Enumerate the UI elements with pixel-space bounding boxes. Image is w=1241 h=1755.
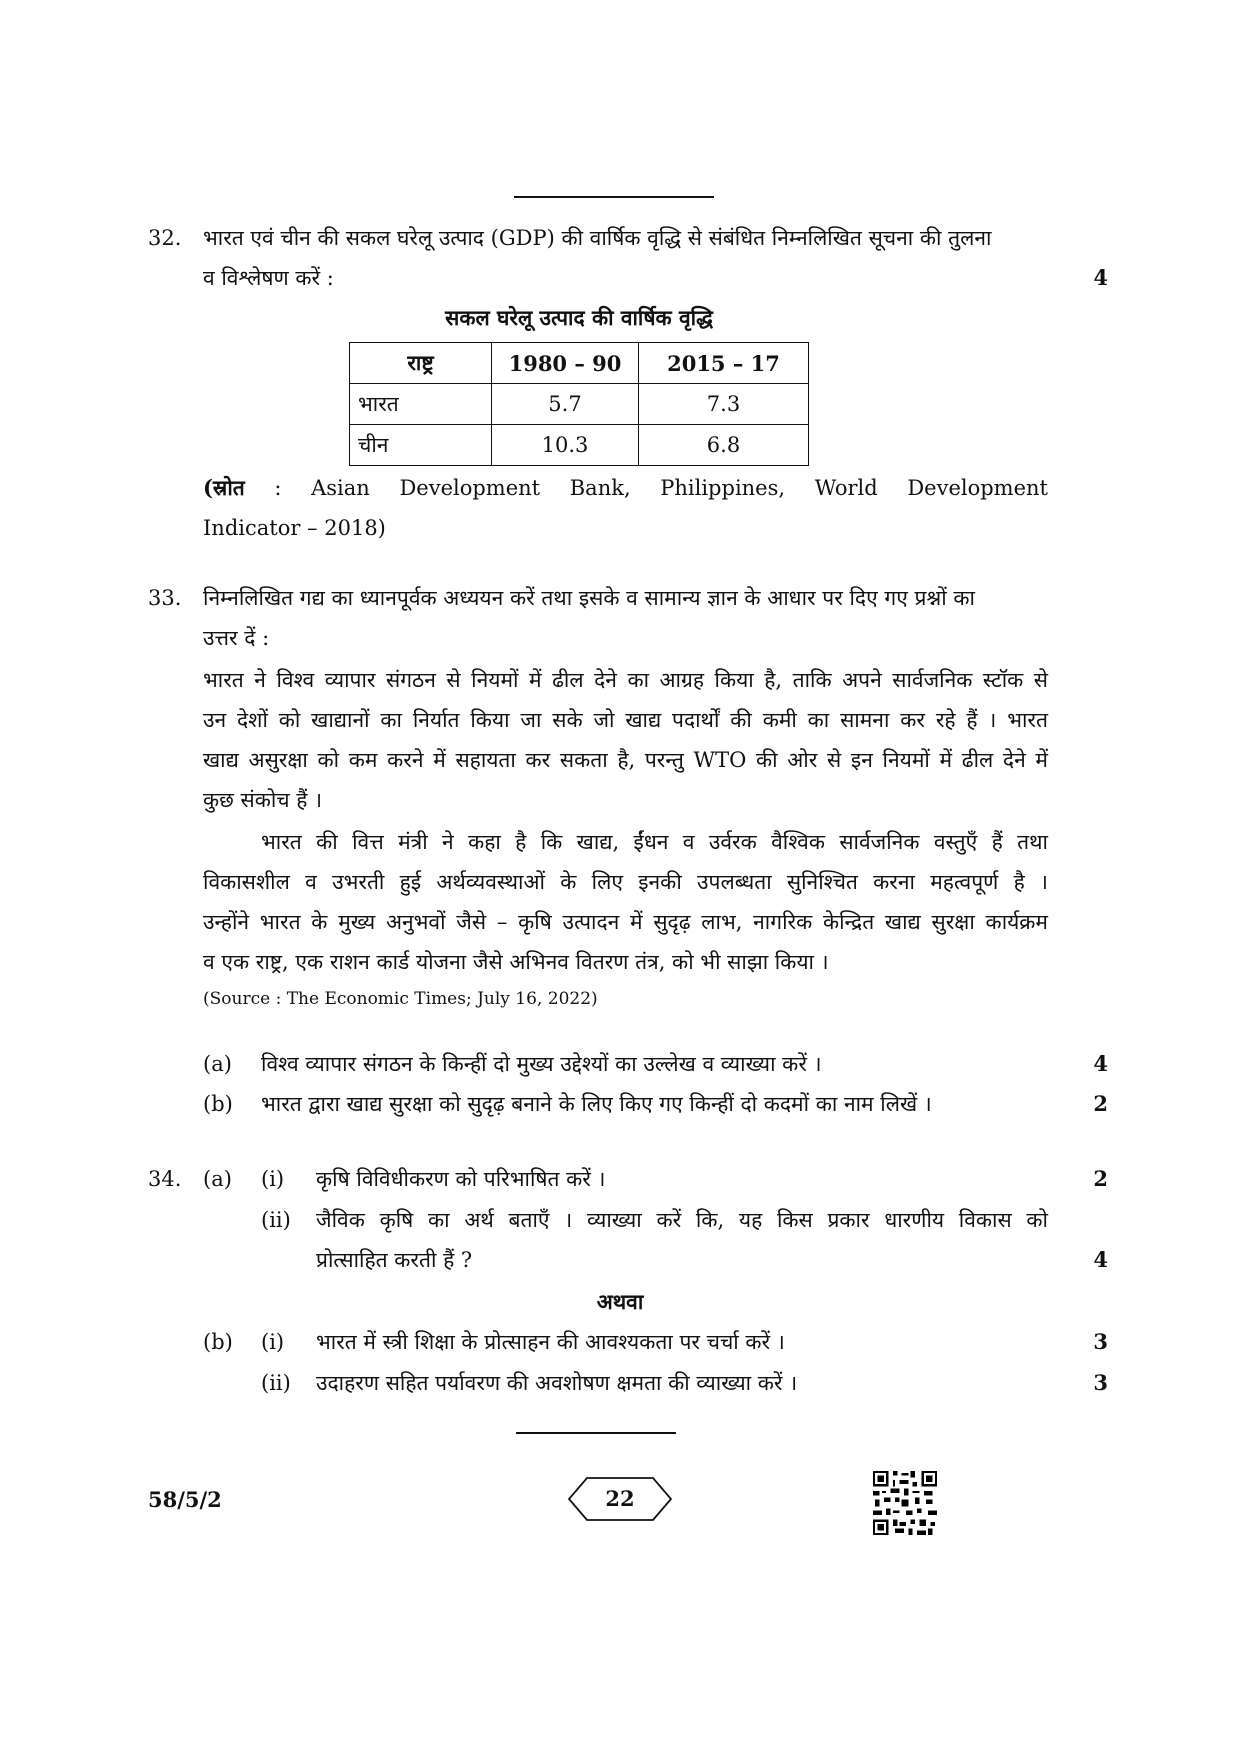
passage-source: (Source : The Economic Times; July 16, 2022) (203, 989, 598, 1009)
passage-p2-line2: विकासशील व उभरती हुई अर्थव्यवस्थाओं के लिए इनकी उपलब्धता सुनिश्चित करना महत्वपूर्ण है । (203, 870, 1048, 894)
q34-a-ii-text-line1: जैविक कृषि का अर्थ बताएँ । व्याख्या करें कि, यह किस प्रकार धारणीय विकास को (316, 1208, 1048, 1232)
question-34-number: 34. (148, 1167, 182, 1191)
q32-source-label: (स्रोत (203, 475, 245, 500)
q32-source-text: : Asian Development Bank, Philippines, World Development (274, 476, 1048, 500)
question-32-text-line2: व विश्लेषण करें : (203, 266, 334, 290)
q33-b-marks: 2 (1093, 1091, 1108, 1116)
q34-b-i-label: (i) (261, 1330, 285, 1354)
passage-p1-line2: उन देशों को खाद्यानों का निर्यात किया जा सके जो खाद्य पदार्थों की कमी का सामना कर रहे हैं । भारत (203, 708, 1048, 732)
passage-p2-line4: व एक राष्ट्र, एक राशन कार्ड योजना जैसे अभिनव वितरण तंत्र, को भी साझा किया । (203, 950, 829, 974)
table-cell-value: 7.3 (639, 384, 809, 425)
q33-a-label: (a) (203, 1052, 232, 1076)
question-32-marks: 4 (1093, 265, 1108, 290)
q34-a-label: (a) (203, 1167, 232, 1191)
q34-b-ii-text: उदाहरण सहित पर्यावरण की अवशोषण क्षमता की व्याख्या करें । (316, 1371, 798, 1395)
table-cell-value: 10.3 (492, 425, 639, 466)
passage-p1-line1: भारत ने विश्व व्यापार संगठन से नियमों में ढील देने का आग्रह किया है, ताकि अपने सार्वजनिक स्टॉक से (203, 668, 1048, 692)
q33-b-text: भारत द्वारा खाद्य सुरक्षा को सुदृढ़ बनाने के लिए किए गए किन्हीं दो कदमों का नाम लिखें । (261, 1092, 932, 1116)
q33-a-text: विश्व व्यापार संगठन के किन्हीं दो मुख्य उद्देश्यों का उल्लेख व व्याख्या करें । (261, 1052, 822, 1076)
page-number: 22 (605, 1486, 635, 1511)
q34-a-i-marks: 2 (1093, 1166, 1108, 1191)
passage-p1-line3: खाद्य असुरक्षा को कम करने में सहायता कर सकता है, परन्तु WTO की ओर से इन नियमों में ढील देने में (203, 748, 1048, 772)
or-separator: अथवा (596, 1289, 644, 1314)
q32-source-line2: Indicator – 2018) (203, 516, 386, 540)
table-row (350, 425, 809, 466)
gdp-table (349, 342, 809, 466)
qr-code-icon (873, 1471, 937, 1535)
bottom-divider (516, 1432, 676, 1434)
question-32-number: 32. (148, 226, 182, 250)
table-row (350, 384, 809, 425)
q33-a-marks: 4 (1093, 1051, 1108, 1076)
table-header-1980-90: 1980 – 90 (492, 343, 639, 384)
question-33-intro-line2: उत्तर दें : (203, 626, 270, 650)
question-32-text-line1: भारत एवं चीन की सकल घरेलू उत्पाद (GDP) की वार्षिक वृद्धि से संबंधित निम्नलिखित सूचना की तुलना (203, 226, 992, 250)
page-number-badge (567, 1476, 673, 1522)
table-header-2015-17: 2015 – 17 (639, 343, 809, 384)
q34-a-ii-marks: 4 (1093, 1247, 1108, 1272)
table-header-row (350, 343, 809, 384)
table-cell-country: चीन (350, 425, 492, 466)
table-cell-value: 6.8 (639, 425, 809, 466)
q33-b-label: (b) (203, 1092, 233, 1116)
passage-p2-line3: उन्होंने भारत के मुख्य अनुभवों जैसे – कृषि उत्पादन में सुदृढ़ लाभ, नागरिक केन्द्रित खाद्य सुरक्षा कार्यक्रम (203, 910, 1048, 934)
top-divider (514, 196, 714, 198)
question-33-intro-line1: निम्नलिखित गद्य का ध्यानपूर्वक अध्ययन करें तथा इसके व सामान्य ज्ञान के आधार पर दिए गए प्रश्नों का (203, 586, 975, 610)
table-cell-country: भारत (350, 384, 492, 425)
passage-p2-line1: भारत की वित्त मंत्री ने कहा है कि खाद्य, ईंधन व उर्वरक वैश्विक सार्वजनिक वस्तुएँ हैं तथा (261, 830, 1048, 854)
q34-b-ii-label: (ii) (261, 1371, 291, 1395)
table-cell-value: 5.7 (492, 384, 639, 425)
paper-code: 58/5/2 (148, 1487, 222, 1512)
q34-a-i-label: (i) (261, 1167, 285, 1191)
q34-b-i-text: भारत में स्त्री शिक्षा के प्रोत्साहन की आवश्यकता पर चर्चा करें । (316, 1330, 785, 1354)
q34-b-i-marks: 3 (1093, 1329, 1108, 1354)
table-header-country: राष्ट्र (350, 343, 492, 384)
q34-a-i-text: कृषि विविधीकरण को परिभाषित करें । (316, 1167, 606, 1191)
q34-a-ii-text-line2: प्रोत्साहित करती हैं ? (316, 1248, 473, 1272)
q34-b-ii-marks: 3 (1093, 1370, 1108, 1395)
passage-p1-line4: कुछ संकोच हैं । (203, 788, 323, 812)
q34-a-ii-label: (ii) (261, 1208, 291, 1232)
question-33-number: 33. (148, 586, 182, 610)
gdp-table-title: सकल घरेलू उत्पाद की वार्षिक वृद्धि (445, 305, 713, 330)
q34-b-label: (b) (203, 1330, 233, 1354)
q32-source-line1 (203, 468, 1048, 508)
